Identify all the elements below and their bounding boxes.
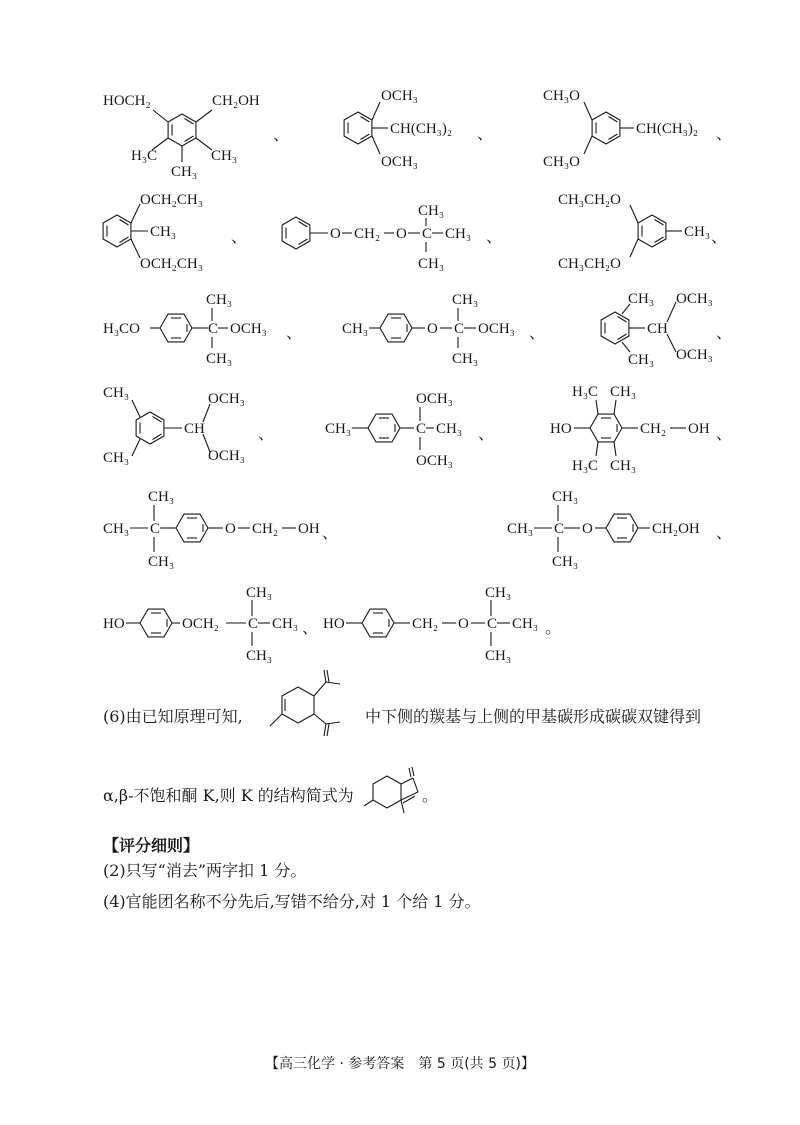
label-ch3: CH₃	[103, 450, 130, 466]
label-ch3: CH₃	[610, 384, 637, 400]
label-ch3: CH₃	[552, 554, 579, 570]
label-c: C	[208, 321, 219, 337]
structure-15	[103, 585, 298, 664]
structure-k	[364, 767, 418, 813]
label-o: O	[330, 226, 341, 242]
structure-6	[558, 192, 710, 272]
label-ch3: CH₃	[325, 421, 352, 437]
label-och3: OCH₃	[478, 321, 515, 337]
label-hoch2: HOCH₂	[103, 93, 151, 109]
structure-3	[543, 88, 698, 170]
separator: 、	[231, 227, 248, 246]
structure-11	[325, 391, 462, 469]
separator: 、	[716, 124, 733, 143]
separator: 、	[258, 424, 275, 443]
label-ch2: CH₂	[640, 421, 667, 437]
label-och3: OCH₃	[416, 453, 453, 469]
label-och3: OCH₃	[416, 391, 453, 407]
label-c: C	[454, 321, 465, 337]
label-o: O	[427, 321, 438, 337]
label-ch3: CH₃	[512, 616, 539, 632]
structure-14	[507, 489, 700, 570]
label-ch3ch2o: CH₃CH₂O	[558, 256, 621, 272]
label-c: C	[487, 616, 498, 632]
separator: 、	[302, 618, 319, 637]
label-ch3: CH₃	[272, 616, 299, 632]
label-ch2oh: CH₂OH	[212, 93, 260, 109]
label-ch3o: CH₃O	[543, 88, 580, 104]
label-ch-ch3-2: CH(CH₃)₂	[390, 121, 453, 137]
label-ho: HO	[323, 616, 345, 632]
separator: 、	[716, 424, 733, 443]
label-ch2: CH₂	[354, 226, 381, 242]
label-oh: OH	[298, 521, 320, 537]
label-c: C	[248, 616, 259, 632]
label-ch3: CH₃	[628, 291, 655, 307]
label-c: C	[150, 521, 161, 537]
label-och3: OCH₃	[230, 321, 267, 337]
label-ch2oh: CH₂OH	[652, 521, 700, 537]
page-footer: 【高三化学 · 参考答案 第 5 页(共 5 页)】	[265, 1056, 535, 1072]
label-ch3: CH₃	[148, 489, 175, 505]
separator: 、	[322, 523, 339, 542]
structure-16	[323, 585, 538, 664]
label-och3: OCH₃	[676, 347, 713, 363]
rubric-item-4: (4)官能团名称不分先后,写错不给分,对 1 个给 1 分。	[103, 892, 481, 911]
structure-4	[103, 192, 203, 272]
label-ch3: CH₃	[206, 292, 233, 308]
para6-after: 中下侧的羰基与上侧的甲基碳形成碳碳双键得到	[365, 707, 702, 726]
label-oh: OH	[688, 421, 710, 437]
para6-end: 。	[422, 786, 439, 805]
label-och3: OCH₃	[676, 291, 713, 307]
structure-13	[103, 489, 320, 570]
structure-8	[342, 292, 515, 367]
label-ch3: CH₃	[206, 351, 233, 367]
label-och3: OCH₃	[381, 88, 418, 104]
label-ch3: CH₃	[452, 351, 479, 367]
label-ch3: CH₃	[684, 224, 711, 240]
structure-7	[103, 292, 267, 367]
label-ch3: CH₃	[171, 164, 198, 180]
label-ch3: CH₃	[445, 226, 472, 242]
para6-line2: α,β-不饱和酮 K,则 K 的结构简式为	[103, 786, 354, 805]
label-ch3: CH₃	[552, 489, 579, 505]
structure-10	[103, 385, 245, 466]
label-ch2: CH₂	[252, 521, 279, 537]
label-ch3: CH₃	[150, 224, 177, 240]
structure-2	[344, 88, 452, 170]
separator: 、	[477, 124, 494, 143]
label-ch3: CH₃	[103, 385, 130, 401]
label-ch: CH	[647, 321, 668, 337]
rubric-item-2: (2)只写“消去”两字扣 1 分。	[103, 861, 307, 880]
label-ch3: CH₃	[418, 256, 445, 272]
label-ch3: CH₃	[507, 521, 534, 537]
para6-before: (6)由已知原理可知,	[103, 707, 243, 726]
label-ch3: CH₃	[418, 203, 445, 219]
label-c: C	[554, 521, 565, 537]
label-och2ch3: OCH₂CH₃	[140, 192, 203, 208]
label-o: O	[458, 616, 469, 632]
separator: 、	[716, 323, 733, 342]
label-ch3: CH₃	[436, 421, 463, 437]
label-ch3ch2o: CH₃CH₂O	[558, 192, 621, 208]
structure-12	[550, 384, 710, 474]
rubric-heading: 【评分细则】	[103, 836, 200, 855]
label-ho: HO	[103, 616, 125, 632]
label-och2ch3: OCH₂CH₃	[140, 256, 203, 272]
separator: 。	[545, 618, 562, 637]
label-c: C	[416, 421, 427, 437]
structure-9	[601, 291, 713, 368]
label-och2: OCH₂	[182, 616, 219, 632]
label-ch3: CH₃	[628, 352, 655, 368]
separator: 、	[478, 424, 495, 443]
label-ch: CH	[184, 421, 205, 437]
label-ch3: CH₃	[452, 292, 479, 308]
label-ch3: CH₃	[211, 148, 238, 164]
separator: 、	[286, 323, 303, 342]
label-ch3: CH₃	[342, 321, 369, 337]
label-och3: OCH₃	[208, 448, 245, 464]
structure-1	[103, 93, 260, 180]
label-o: O	[396, 226, 407, 242]
label-ch3: CH₃	[485, 585, 512, 601]
label-h3co: H₃CO	[103, 321, 140, 337]
label-o: O	[582, 521, 593, 537]
separator: 、	[486, 227, 503, 246]
label-och3: OCH₃	[381, 154, 418, 170]
separator: 、	[711, 227, 728, 246]
label-ch2: CH₂	[412, 616, 439, 632]
label-ch3: CH₃	[103, 521, 130, 537]
structure-diketone	[270, 670, 340, 736]
label-h3c: H₃C	[131, 148, 158, 164]
label-o: O	[225, 521, 236, 537]
label-ch3: CH₃	[148, 554, 175, 570]
label-ch3: CH₃	[485, 648, 512, 664]
label-h3c: H₃C	[572, 384, 599, 400]
label-ch3o: CH₃O	[543, 154, 580, 170]
structure-5	[282, 203, 471, 272]
label-ch3: CH₃	[246, 648, 273, 664]
label-c: C	[422, 226, 433, 242]
label-ch-ch3-2: CH(CH₃)₂	[636, 121, 699, 137]
separator: 、	[716, 523, 733, 542]
label-ch3: CH₃	[246, 585, 273, 601]
label-och3: OCH₃	[208, 391, 245, 407]
label-h3c: H₃C	[572, 458, 599, 474]
label-ch3: CH₃	[610, 458, 637, 474]
label-ho: HO	[550, 421, 572, 437]
separator: 、	[529, 323, 546, 342]
separator: 、	[273, 125, 290, 144]
